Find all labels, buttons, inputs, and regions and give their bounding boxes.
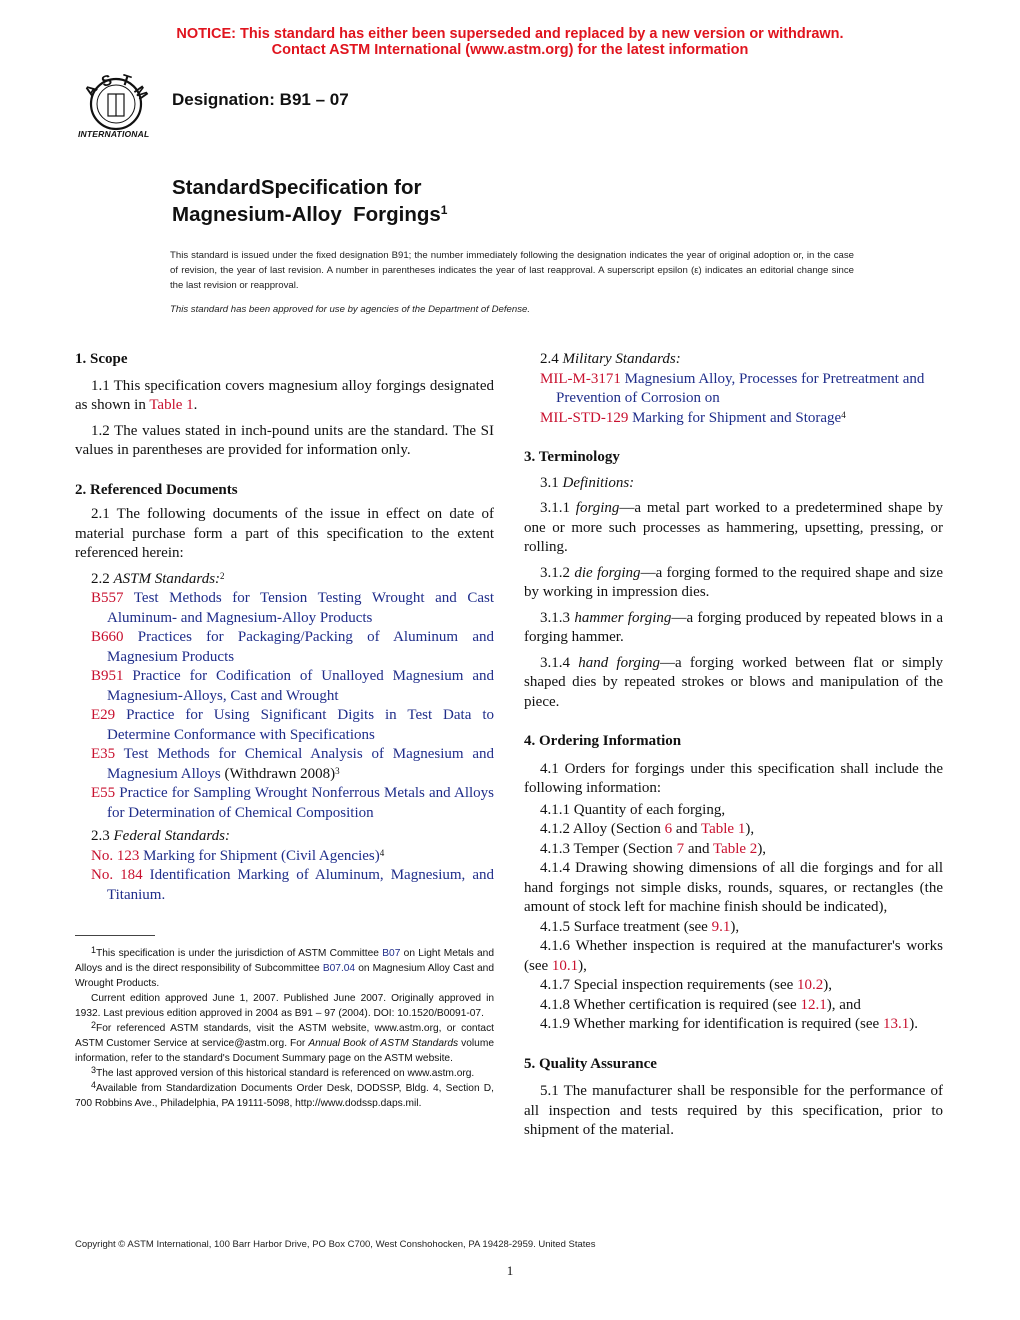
- footnote-4: $^4$Available from Standardization Documents Order Desk, DODSSP, Bldg. 4, Section D, 700 Robbins Ave., Philadelphia, PA 19111-5098, http://www.dodssp.daps.mil.: [75, 1080, 494, 1109]
- federal-reference-item: [75, 866, 494, 905]
- definition-number: 3.1.2: [540, 564, 575, 581]
- footnote-3: $^3$The last approved version of this historical standard is referenced on www.astm.org.: [91, 1065, 475, 1079]
- definition-term: die forging: [574, 564, 641, 581]
- reference-title-link[interactable]: Practices for Packaging/Packing of Aluminum and Magnesium Products: [107, 629, 494, 665]
- title-line-2: Magnesium-Alloy Forgings: [172, 203, 441, 226]
- item-4-1-4: 4.1.4 Drawing showing dimensions of all die forgings and for all hand forgings not simple disks, rounds, squares, or rectangles (the amount of stock left for machine finish should be indicated),: [524, 860, 943, 915]
- definition-text: —a metal part worked to a predetermined shape by one or more such processes as hammering, upsetting, pressing, or rolling.: [524, 500, 943, 555]
- definition-term: hand forging: [578, 654, 661, 671]
- reference-title-link[interactable]: Practice for Using Significant Digits in Test Data to Determine Conformance with Specifications: [107, 707, 494, 743]
- paragraph-5-1: 5.1 The manufacturer shall be responsible for the performance of all inspection and tests required by this specification, prior to shipment of the material.: [524, 1083, 943, 1138]
- paragraph-4-1: 4.1 Orders for forgings under this specification shall include the following information:: [524, 760, 943, 796]
- item-4-1-6: 4.1.6 Whether inspection is required at the manufacturer's works (see 10.1),: [524, 938, 943, 974]
- reference-extra: (Withdrawn 2008): [220, 765, 336, 782]
- footnote-1-edition: Current edition approved June 1, 2007. Published June 2007. Originally approved in 1932. Last previous edition approved in 2004 as B91 – 97 (2004). DOI: 10.1520/B0091-07.: [75, 993, 494, 1019]
- committee-b07-link[interactable]: B07: [382, 948, 401, 959]
- definition-number: 3.1.1: [540, 500, 576, 516]
- withdrawal-notice-line-1: NOTICE: This standard has either been superseded and replaced by a new version or withdrawn.: [176, 26, 844, 42]
- svg-text:T: T: [119, 74, 134, 91]
- reference-code-link[interactable]: MIL-STD-129: [540, 409, 629, 426]
- definition-item: [524, 609, 943, 648]
- item-4-1-2: 4.1.2 Alloy (Section 6 and Table 1),: [540, 821, 755, 837]
- item-4-1-1: 4.1.1 Quantity of each forging,: [540, 801, 726, 818]
- section-2-heading: 2. Referenced Documents: [75, 481, 238, 498]
- copyright-line: Copyright © ASTM International, 100 Barr Harbor Drive, PO Box C700, West Conshohocken, PA 19428-2959. United States: [75, 1239, 596, 1250]
- military-reference-item: [524, 370, 943, 409]
- section-4-heading: 4. Ordering Information: [524, 733, 682, 749]
- astm-reference-list: [75, 589, 494, 823]
- astm-logo: [74, 74, 164, 144]
- reference-title-link[interactable]: Identification Marking of Aluminum, Magnesium, and Titanium.: [107, 867, 494, 903]
- document-title: [172, 174, 447, 228]
- paragraph-1-1: 1.1 This specification covers magnesium alloy forgings designated as shown in Table 1.: [75, 377, 494, 413]
- military-standards-label: 2.4 Military Standards:: [540, 351, 681, 367]
- item-4-1-5: 4.1.5 Surface treatment (see 9.1),: [540, 918, 740, 935]
- section-1-heading: 1. Scope: [75, 351, 128, 367]
- federal-reference-list: [75, 847, 494, 906]
- section-9-1-link[interactable]: 9.1: [711, 918, 731, 935]
- section-13-1-link[interactable]: 13.1: [882, 1016, 910, 1032]
- reference-code-link[interactable]: E55: [91, 785, 116, 801]
- section-3-heading: 3. Terminology: [524, 449, 620, 465]
- reference-code-link[interactable]: B660: [91, 629, 124, 645]
- page-number: 1: [506, 1263, 514, 1278]
- reference-code-link[interactable]: E29: [91, 707, 116, 723]
- section-10-1-link[interactable]: 10.1: [551, 957, 579, 974]
- designation: Designation: B91 – 07: [172, 90, 349, 109]
- reference-code-link[interactable]: B557: [91, 590, 124, 606]
- reference-title-link[interactable]: Practice for Codification of Unalloyed Magnesium and Magnesium-Alloys, Cast and Wrought: [107, 668, 494, 704]
- svg-text:A: A: [81, 81, 102, 100]
- title-footnote-ref: 1: [440, 203, 448, 217]
- definition-item: [524, 564, 943, 603]
- definition-term: hammer forging: [574, 609, 672, 626]
- table-2-link[interactable]: Table 2: [712, 840, 758, 857]
- paragraph-1-2: 1.2 The values stated in inch-pound units are the standard. The SI values in parentheses are provided for information only.: [75, 422, 494, 458]
- item-4-1-7: 4.1.7 Special inspection requirements (see 10.2),: [540, 977, 833, 993]
- section-12-1-link[interactable]: 12.1: [800, 996, 827, 1013]
- left-column: [75, 350, 494, 905]
- section-6-link[interactable]: 6: [664, 821, 673, 837]
- reference-code-link[interactable]: B951: [91, 668, 124, 684]
- item-4-1-8: 4.1.8 Whether certification is required (see 12.1), and: [540, 996, 861, 1013]
- footnote-1: $^1$This specification is under the jurisdiction of ASTM Committee B07 on Light Metals and Alloys and is the direct responsibility of Subcommittee B07.04 on Magnesium Alloy Cast and Wrought Products.: [75, 945, 495, 989]
- subcommittee-b07-04-link[interactable]: B07.04: [322, 963, 356, 974]
- footnotes: [75, 946, 494, 1111]
- paragraph-2-1: 2.1 The following documents of the issue in effect on date of material purchase form a part of this specification to the extent referenced herein:: [75, 506, 494, 561]
- svg-text:S: S: [99, 74, 115, 91]
- federal-reference-item: [75, 847, 494, 867]
- footnote-divider: [75, 935, 155, 936]
- astm-reference-item: [75, 628, 494, 667]
- section-10-2-link[interactable]: 10.2: [797, 977, 824, 993]
- reference-title-link[interactable]: Test Methods for Tension Testing Wrought and Cast Aluminum- and Magnesium-Alloy Products: [107, 590, 494, 626]
- reference-title-link[interactable]: Marking for Shipment (Civil Agencies): [139, 847, 380, 864]
- reference-title-link[interactable]: Magnesium Alloy, Processes for Pretreatment and Prevention of Corrosion on: [556, 370, 925, 406]
- definitions-label: 3.1 Definitions:: [540, 474, 635, 491]
- logo-subtext: INTERNATIONAL: [78, 129, 150, 139]
- definition-item: [524, 499, 943, 558]
- definition-text: —a forging worked between flat or simply shaped dies by repeated strokes or blows and manipulation of the piece.: [524, 654, 944, 710]
- definition-text: —a forging formed to the required shape and size by working in impression dies.: [524, 564, 943, 600]
- astm-reference-item: [75, 706, 494, 745]
- definition-item: [524, 654, 943, 713]
- issuance-statement: This standard is issued under the fixed designation B91; the number immediately following the designation indicates the year of original adoption or, in the case of revision, the year of last revision. A number in parentheses indicates the year of last reapproval. A superscript epsilon (ε) indicates an editorial change since the last revision or reapproval.: [170, 250, 854, 291]
- military-reference-item: [524, 409, 943, 429]
- svg-text:M: M: [129, 82, 152, 103]
- reference-title-link[interactable]: Marking for Shipment and Storage: [628, 409, 842, 426]
- reference-footnote-ref: 3: [335, 765, 340, 776]
- withdrawal-notice-line-2: Contact ASTM International (www.astm.org) for the latest information: [271, 42, 749, 58]
- reference-code-link[interactable]: MIL-M-3171: [540, 370, 621, 387]
- table-1-link[interactable]: Table 1: [149, 397, 194, 413]
- reference-title-link[interactable]: Test Methods for Chemical Analysis of Magnesium and Magnesium Alloys: [107, 746, 494, 782]
- definition-text: —a forging produced by repeated blows in a forging hammer.: [524, 609, 944, 645]
- astm-reference-item: [75, 589, 494, 628]
- astm-reference-item: [75, 784, 494, 823]
- reference-code-link[interactable]: No. 123: [91, 847, 140, 864]
- astm-reference-item: [75, 745, 494, 784]
- table-1-link[interactable]: Table 1: [700, 821, 746, 837]
- military-reference-list: [524, 370, 943, 429]
- reference-code-link[interactable]: No. 184: [91, 867, 143, 883]
- reference-footnote-ref: 4: [379, 847, 385, 858]
- right-column: [524, 350, 943, 1141]
- astm-standards-label: 2.2 ASTM Standards:$^2$: [91, 570, 225, 587]
- definition-list: [524, 499, 943, 712]
- definition-number: 3.1.3: [540, 609, 575, 626]
- definition-number: 3.1.4: [540, 654, 579, 671]
- dod-approval-statement: This standard has been approved for use by agencies of the Department of Defense.: [170, 304, 530, 315]
- astm-reference-item: [75, 667, 494, 706]
- definition-term: forging: [575, 500, 620, 516]
- item-4-1-9: 4.1.9 Whether marking for identification is required (see 13.1).: [540, 1016, 918, 1032]
- footnote-2: $^2$For referenced ASTM standards, visit the ASTM website, www.astm.org, or contact ASTM Customer Service at service@astm.org. For Annual Book of ASTM Standards volume information, refer to the standard's Document Summary page on the ASTM website.: [75, 1020, 495, 1064]
- reference-code-link[interactable]: E35: [91, 746, 116, 762]
- item-4-1-3: 4.1.3 Temper (Section 7 and Table 2),: [540, 840, 767, 857]
- title-line-1: StandardSpecification for: [172, 176, 422, 199]
- section-7-link[interactable]: 7: [676, 840, 685, 857]
- section-5-heading: 5. Quality Assurance: [524, 1055, 657, 1072]
- reference-title-link[interactable]: Practice for Sampling Wrought Nonferrous Metals and Alloys for Determination of Chemical Composition: [107, 785, 494, 821]
- reference-footnote-ref: 4: [841, 409, 846, 420]
- federal-standards-label: 2.3 Federal Standards:: [91, 828, 231, 844]
